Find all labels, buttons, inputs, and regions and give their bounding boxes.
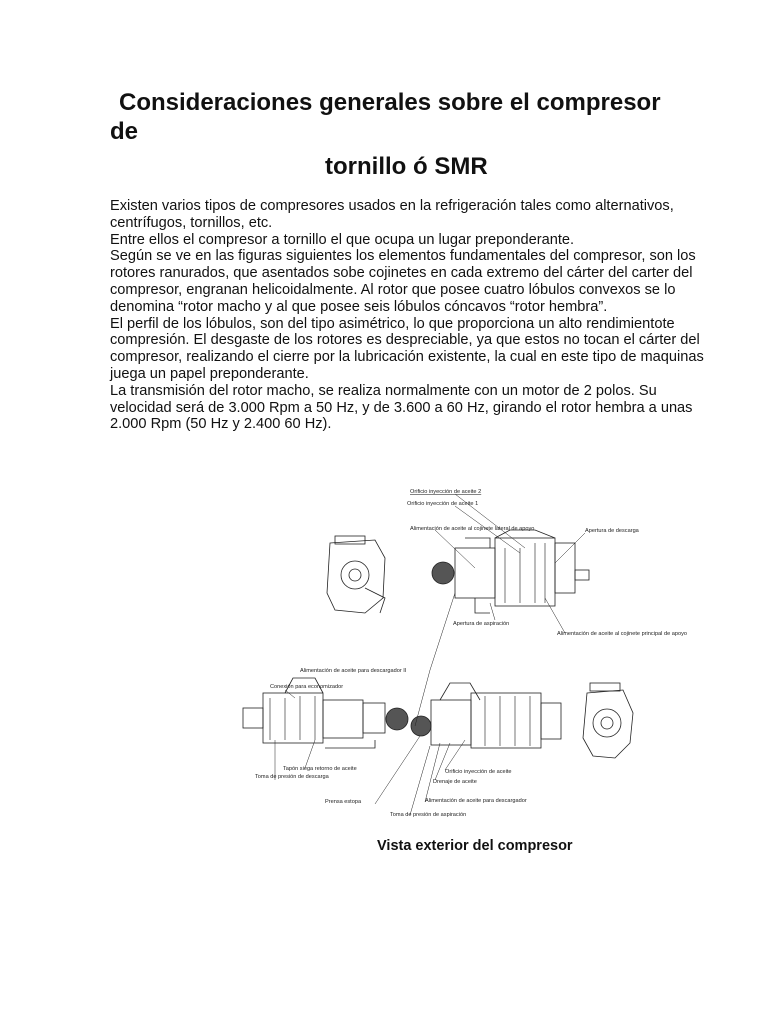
label-apertura-aspiracion: Apertura de aspiración (453, 621, 510, 627)
compressor-diagram (235, 478, 687, 818)
label-alim-descargador: Alimentación de aceite para descargador (425, 798, 527, 804)
paragraph: Existen varios tipos de compresores usados en la refrigeración tales como alternativos, centrífugos, tornillos, etc. (110, 198, 674, 231)
title-line-1: Consideraciones generales sobre el compresor (119, 89, 661, 116)
label-apertura-descarga: Apertura de descarga (585, 528, 639, 534)
side-view-bottom-middle (411, 683, 561, 748)
paragraph: Según se ve en las figuras siguientes los elementos fundamentales del compresor, son los rotores ranurados, que asentados sobe cojinetes en cada extremo del cárter del carter del compresor, engranan helicoidalmente. Al rotor que posee cuatro lóbulos convexos se lo denomina “rotor macho y al que posee seis lóbulos cóncavos “rotor hembra”. (110, 248, 696, 315)
label-alim-cojinete-principal: Alimentación de aceite al cojinete principal de apoyo (557, 631, 687, 637)
end-view-bottom-right (583, 683, 633, 758)
label-toma-presion-descarga: Toma de presión de descarga (255, 774, 329, 780)
label-conexion-economizador: Conexión para economizador (270, 684, 344, 690)
title-line-2: de (110, 118, 139, 145)
label-alim-descargador-2: Alimentación de aceite para descargador II (300, 668, 407, 674)
label-toma-presion-aspiracion: Toma de presión de aspiración (390, 812, 467, 818)
page-title (110, 88, 710, 181)
compressor-drawing (235, 478, 687, 818)
figure-caption: Vista exterior del compresor (377, 838, 573, 854)
label-tapon-retorno: Tapón siega retorno de aceite (283, 766, 357, 772)
label-alim-cojinete-lateral: Alimentación de aceite al cojinete lateral de apoyo (410, 526, 535, 532)
paragraph: La transmisión del rotor macho, se realiza normalmente con un motor de 2 polos. Su velocidad será de 3.000 Rpm a 50 Hz, y de 3.600 a 60 Hz, girando el rotor hembra a unas 2.000 Rpm (50 Hz y 2.400 60 Hz). (110, 382, 693, 433)
label-orificio-iny: Orificio inyección de aceite (445, 769, 512, 775)
label-orificio-2: Orificio inyección de aceite 2 (410, 489, 482, 495)
paragraph: El perfil de los lóbulos, son del tipo asimétrico, lo que proporciona un alto rendimientote compresión. El desgaste de los rotores es despreciable, ya que estos no tocan el cárter del compresor, realizando el cierre por la lubricación existente, la cual en este tipo de maquinas juega un papel preponderante. (110, 315, 704, 382)
title-line-3: tornillo ó SMR (325, 153, 488, 180)
body-text (110, 198, 720, 433)
label-orificio-1: Orificio inyección de aceite 1 (407, 501, 479, 507)
paragraph: Entre ellos el compresor a tornillo el que ocupa un lugar preponderante. (110, 231, 575, 248)
end-view-top-left (327, 536, 385, 613)
label-drenaje: Drenaje de aceite (433, 779, 477, 785)
side-view-top (432, 530, 589, 613)
label-prensa-estopa: Prensa estopa (325, 799, 362, 805)
